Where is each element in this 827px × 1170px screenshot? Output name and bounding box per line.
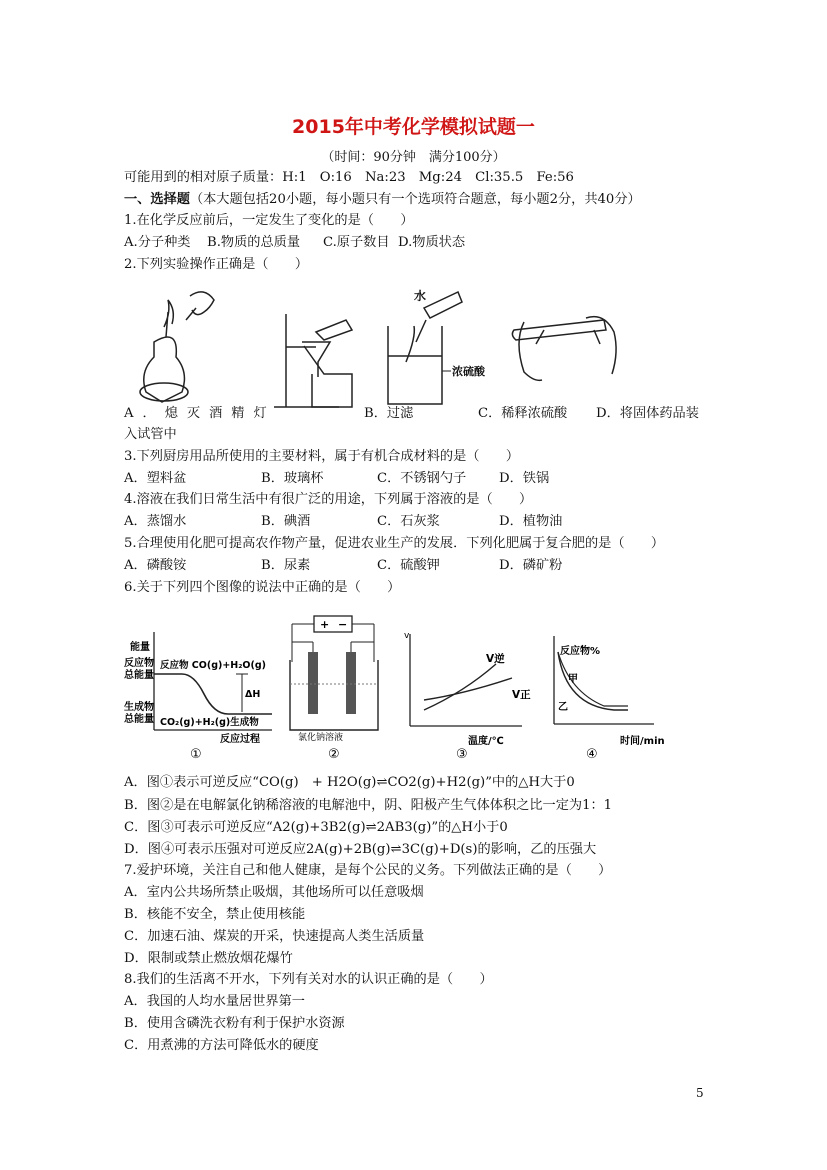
fig1-total-energy-2: 总能量 [124, 714, 154, 725]
fig1-delta-h: ΔH [245, 689, 261, 700]
fig4-y-label: 反应物% [560, 646, 601, 657]
q1-option-d: D.物质状态 [398, 235, 466, 250]
fig1-bottom-label: CO₂(g)+H₂(g)生成物 [160, 717, 259, 728]
fig2-solution-label: 氯化钠溶液 [298, 733, 344, 743]
test-tube-figure [512, 317, 616, 381]
q8-option-c: C．用煮沸的方法可降低水的硬度 [124, 1038, 319, 1053]
figure-4-reactant-time [554, 636, 665, 762]
q1-option-c: C.原子数目 [323, 235, 390, 250]
q6-option-a: A．图①表示可逆反应“CO(g) + H2O(g)⇌CO2(g)+H2(g)”中的△H大于0 [124, 775, 575, 790]
q5-options [124, 557, 562, 575]
q6-figures [124, 612, 704, 762]
fig4-x-label: 时间/min [620, 736, 665, 747]
q7-option-a: A．室内公共场所禁止吸烟，其他场所可以任意吸烟 [124, 885, 424, 900]
fig4-curve-jia: 甲 [568, 674, 578, 685]
page-title: 2015年中考化学模拟试题一 [292, 116, 535, 138]
fig1-reactant-label: 反应物 [124, 658, 154, 669]
q3-option-c: C．不锈钢勺子 [377, 471, 467, 486]
fig2-number: ② [328, 747, 340, 762]
exam-time-info: （时间：90分钟 满分100分） [321, 150, 506, 165]
figure-1-energy-diagram [124, 632, 272, 762]
fig4-number: ④ [586, 747, 598, 762]
q2-option-b: B．过滤 [364, 406, 414, 421]
fig1-total-energy-1: 总能量 [124, 670, 154, 681]
section-1-label: 一、选择题 [124, 192, 190, 207]
q6-option-d: D．图④可表示压强对可逆反应2A(g)+2B(g)⇌3C(g)+D(s)的影响，乙的压强大 [124, 842, 597, 857]
q8-option-b: B．使用含磷洗衣粉有利于保护水资源 [124, 1016, 345, 1031]
q4-stem: 4.溶液在我们日常生活中有很广泛的用途，下列属于溶液的是（ ） [124, 492, 533, 507]
q2-option-d-cont: 入试管中 [124, 427, 177, 442]
fig4-curve-yi: 乙 [558, 702, 568, 713]
fig3-v-reverse: V逆 [486, 653, 505, 665]
fig3-y-axis: v [404, 631, 410, 641]
q4-option-b: B．碘酒 [261, 514, 311, 529]
q7-option-b: B．核能不安全，禁止使用核能 [124, 907, 306, 922]
q2-stem: 2.下列实验操作正确是（ ） [124, 257, 309, 272]
q4-option-c: C．石灰浆 [377, 514, 440, 529]
q2-options-row [124, 405, 699, 423]
atomic-masses: 可能用到的相对原子质量：H:1 O:16 Na:23 Mg:24 Cl:35.5 Fe:56 [124, 170, 574, 185]
q5-option-d: D．磷矿粉 [499, 558, 563, 573]
fig1-top-label: 反应物 CO(g)+H₂O(g) [160, 660, 266, 671]
q7-option-c: C．加速石油、煤炭的开采，快速提高人类生活质量 [124, 929, 425, 944]
q3-option-a: A．塑料盆 [124, 471, 187, 486]
q3-option-b: B．玻璃杯 [261, 471, 324, 486]
q8-option-a: A．我国的人均水量居世界第一 [124, 994, 305, 1009]
dilution-figure [388, 292, 462, 404]
q6-stem: 6.关于下列四个图像的说法中正确的是（ ） [124, 580, 401, 595]
fig1-x-label: 反应过程 [220, 734, 260, 745]
q2-option-a: A．熄灭酒精灯 [124, 406, 276, 421]
water-label: 水 [414, 289, 427, 303]
figure-3-rate-temperature [404, 631, 531, 762]
q6-option-b: B．图②是在电解氯化钠稀溶液的电解池中，阴、阳极产生气体体积之比一定为1：1 [124, 798, 613, 813]
q6-option-c: C．图③可表示可逆反应“A2(g)+3B2(g)⇌2AB3(g)”的△H小于0 [124, 820, 508, 835]
figure-2-electrolysis [290, 616, 378, 762]
q5-stem: 5.合理使用化肥可提高农作物产量，促进农业生产的发展．下列化肥属于复合肥的是（ ） [124, 536, 665, 551]
q1-option-a: A.分子种类 [124, 235, 191, 250]
q2-option-c: C．稀释浓硫酸 [478, 406, 568, 421]
fig2-minus: − [338, 618, 348, 631]
q3-stem: 3.下列厨房用品所使用的主要材料，属于有机合成材料的是（ ） [124, 449, 520, 464]
fig2-plus: + [320, 618, 330, 631]
q7-stem: 7.爱护环境，关注自己和他人健康，是每个公民的义务。下列做法正确的是（ ） [124, 863, 612, 878]
fig3-x-label: 温度/℃ [468, 736, 504, 747]
page-number: 5 [696, 1086, 704, 1100]
q7-option-d: D．限制或禁止燃放烟花爆竹 [124, 951, 293, 966]
q1-stem: 1.在化学反应前后，一定发生了变化的是（ ） [124, 213, 414, 228]
fig3-v-forward: V正 [512, 689, 531, 701]
fig1-energy-label: 能量 [130, 642, 150, 653]
q4-option-d: D．植物油 [499, 514, 563, 529]
q5-option-a: A．磷酸铵 [124, 558, 187, 573]
section-1-heading [124, 191, 641, 209]
q2-figures [124, 282, 724, 412]
fig3-number: ③ [456, 747, 468, 762]
filtration-figure [274, 314, 352, 407]
q3-options [124, 470, 549, 488]
fig1-product-label: 生成物 [124, 702, 154, 713]
q3-option-d: D．铁锅 [499, 471, 550, 486]
q1-options [124, 234, 465, 252]
fig1-number: ① [190, 747, 202, 762]
alcohol-lamp-figure [140, 292, 214, 402]
q2-option-d: D．将固体药品装 [596, 406, 699, 421]
q5-option-c: C．硫酸钾 [377, 558, 440, 573]
conc-sulfuric-acid-label: 浓硫酸 [452, 365, 485, 378]
q4-option-a: A．蒸馏水 [124, 514, 187, 529]
q4-options [124, 513, 562, 531]
q5-option-b: B．尿素 [261, 558, 311, 573]
section-1-desc: （本大题包括20小题，每小题只有一个选项符合题意，每小题2分，共40分） [189, 192, 641, 207]
q1-option-b: B.物质的总质量 [207, 235, 301, 250]
q8-stem: 8.我们的生活离不开水，下列有关对水的认识正确的是（ ） [124, 972, 493, 987]
